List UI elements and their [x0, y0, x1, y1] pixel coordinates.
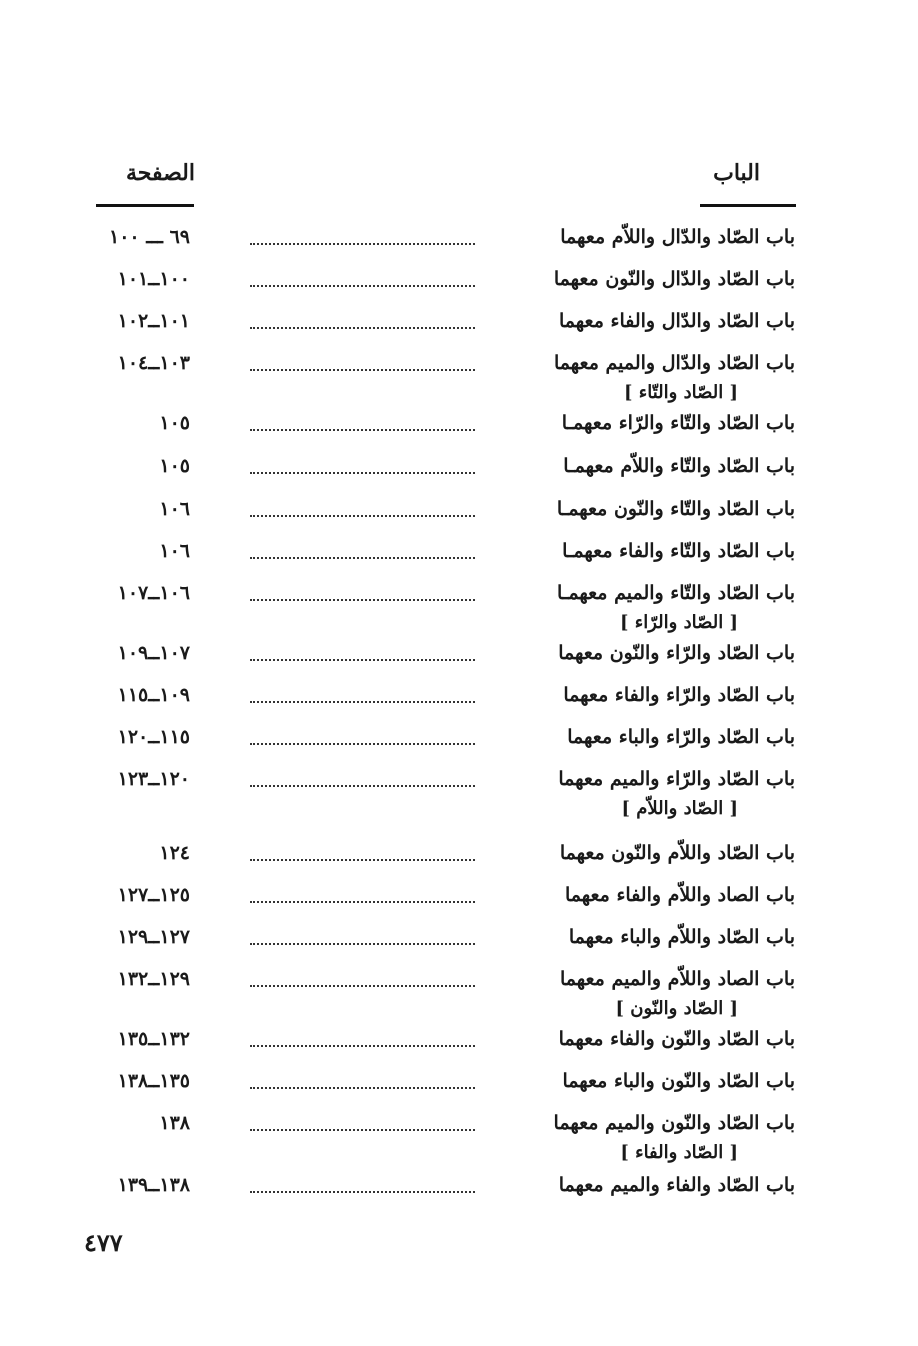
section-heading: [ الصّاد والفاء ] — [620, 1142, 738, 1163]
entry-title: باب الصّاد والتّاء واللاّم معهمـا — [563, 455, 795, 477]
entry-pages: ١٢٤ — [159, 842, 190, 864]
entry-title: باب الصاد واللاّم والميم معهما — [559, 968, 795, 990]
entry-pages: ١١٥ــ١٢٠ — [117, 726, 190, 748]
entry-title: باب الصّاد والنّون والفاء معهما — [558, 1028, 795, 1050]
entry-title: باب الصّاد والرّاء والميم معهما — [558, 768, 795, 790]
dot-leader — [250, 599, 475, 601]
column-header-page: الصفحة — [125, 160, 195, 186]
toc-entry — [80, 842, 795, 876]
entry-title: باب الصّاد والرّاء والنّون معهما — [558, 642, 795, 664]
entry-title: باب الصاد واللاّم والفاء معهما — [564, 884, 795, 906]
dot-leader — [250, 785, 475, 787]
toc-entry — [80, 412, 795, 446]
dot-leader — [250, 1087, 475, 1089]
dot-leader — [250, 243, 475, 245]
entry-title: باب الصّاد والرّاء والباء معهما — [567, 726, 795, 748]
dot-leader — [250, 327, 475, 329]
entry-title: باب الصّاد والفاء والميم معهما — [558, 1174, 795, 1196]
toc-entry — [80, 226, 795, 260]
toc-entry — [80, 582, 795, 616]
dot-leader — [250, 285, 475, 287]
entry-title: باب الصّاد والنّون والباء معهما — [562, 1070, 795, 1092]
entry-pages: ١٠٥ — [159, 412, 190, 434]
toc-entry — [80, 310, 795, 344]
entry-pages: ١٠٦ — [159, 498, 190, 520]
dot-leader — [250, 743, 475, 745]
toc-entry — [80, 684, 795, 718]
dot-leader — [250, 429, 475, 431]
entry-pages: ١٣٥ــ١٣٨ — [117, 1070, 190, 1092]
dot-leader — [250, 472, 475, 474]
toc-entry — [80, 455, 795, 489]
dot-leader — [250, 659, 475, 661]
entry-pages: ١٠٩ــ١١٥ — [117, 684, 190, 706]
dot-leader — [250, 515, 475, 517]
entry-title: باب الصّاد والنّون والميم معهما — [553, 1112, 795, 1134]
toc-entry — [80, 926, 795, 960]
toc-entry — [80, 1112, 795, 1146]
entry-pages: ١٣٨ — [159, 1112, 190, 1134]
dot-leader — [250, 859, 475, 861]
entry-pages: ١٠١ــ١٠٢ — [117, 310, 190, 332]
entry-title: باب الصّاد والدّال والنّون معهما — [553, 268, 795, 290]
dot-leader — [250, 701, 475, 703]
toc-entry — [80, 498, 795, 532]
entry-title: باب الصّاد والدّال والميم معهما — [554, 352, 795, 374]
entry-title: باب الصّاد واللاّم والنّون معهما — [559, 842, 795, 864]
entry-title: باب الصّاد والتّاء والنّون معهمـا — [556, 498, 795, 520]
section-heading: [ الصّاد والنّون ] — [615, 998, 738, 1019]
toc-entry — [80, 352, 795, 386]
entry-pages: ١٠٦ — [159, 540, 190, 562]
dot-leader — [250, 1191, 475, 1193]
entry-pages: ١٠٣ــ١٠٤ — [117, 352, 190, 374]
dot-leader — [250, 1129, 475, 1131]
entry-title: باب الصّاد والدّال والفاء معهما — [559, 310, 795, 332]
entry-pages: ١٢٠ــ١٢٣ — [117, 768, 190, 790]
toc-entry — [80, 768, 795, 802]
toc-entry — [80, 726, 795, 760]
toc-entry — [80, 1070, 795, 1104]
toc-entry — [80, 968, 795, 1002]
dot-leader — [250, 901, 475, 903]
section-heading: [ الصّاد والرّاء ] — [619, 612, 738, 633]
header-underline-left — [96, 204, 194, 207]
entry-pages: ١٣٨ــ١٣٩ — [117, 1174, 190, 1196]
entry-pages: ١٠٦ــ١٠٧ — [117, 582, 190, 604]
toc-entry — [80, 1174, 795, 1208]
toc-entry — [80, 1028, 795, 1062]
toc-entry — [80, 268, 795, 302]
dot-leader — [250, 369, 475, 371]
section-heading: [ الصّاد واللاّم ] — [621, 798, 738, 819]
dot-leader — [250, 943, 475, 945]
entry-pages: ١٣٢ــ١٣٥ — [117, 1028, 190, 1050]
entry-pages: ١٠٧ــ١٠٩ — [117, 642, 190, 664]
dot-leader — [250, 1045, 475, 1047]
page-number: ٤٧٧ — [84, 1228, 123, 1257]
entry-title: باب الصّاد واللاّم والباء معهما — [568, 926, 795, 948]
toc-entry — [80, 884, 795, 918]
toc-entry — [80, 540, 795, 574]
header-underline-right — [700, 204, 796, 207]
column-header-bab: الباب — [713, 160, 760, 186]
entry-title: باب الصّاد والتّاء والرّاء معهمـا — [561, 412, 795, 434]
toc-entry — [80, 642, 795, 676]
entry-pages: ١٢٧ــ١٢٩ — [117, 926, 190, 948]
entry-title: باب الصّاد والرّاء والفاء معهما — [563, 684, 795, 706]
entry-pages: ٦٩ ـــ ١٠٠ — [109, 226, 190, 248]
entry-title: باب الصّاد والدّال واللاّم معهما — [560, 226, 795, 248]
entry-title: باب الصّاد والتّاء والفاء معهمـا — [562, 540, 795, 562]
entry-pages: ١٢٥ــ١٢٧ — [117, 884, 190, 906]
entry-pages: ١٠٠ــ١٠١ — [117, 268, 190, 290]
dot-leader — [250, 557, 475, 559]
entry-pages: ١٠٥ — [159, 455, 190, 477]
entry-pages: ١٢٩ــ١٣٢ — [117, 968, 190, 990]
entry-title: باب الصّاد والتّاء والميم معهمـا — [557, 582, 795, 604]
dot-leader — [250, 985, 475, 987]
section-heading: [ الصّاد والتّاء ] — [624, 382, 738, 403]
